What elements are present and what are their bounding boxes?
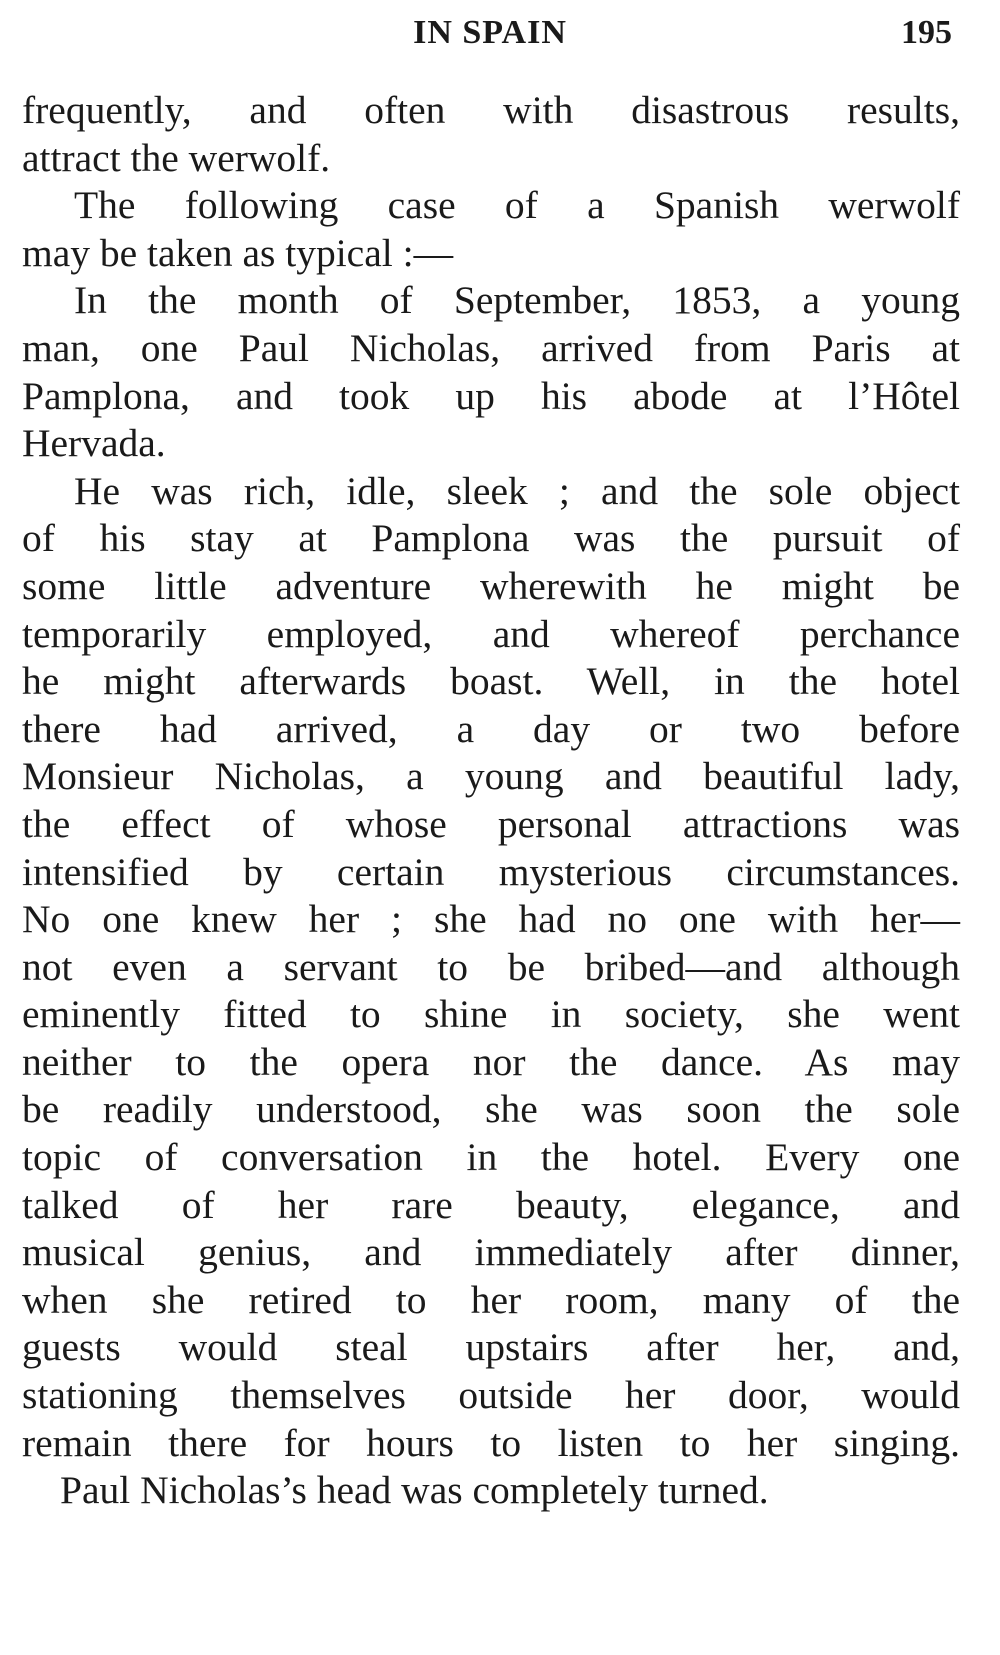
running-title: IN SPAIN — [413, 14, 567, 51]
text-line: temporarily employed, and whereof perchance — [22, 611, 960, 656]
running-head — [20, 14, 960, 64]
text-line: Pamplona, and took up his abode at l’Hôtel — [22, 373, 960, 418]
text-line: intensified by certain mysterious circumstances. — [22, 849, 960, 894]
text-line: Hervada. — [22, 421, 166, 466]
text-line: man, one Paul Nicholas, arrived from Paris at — [22, 325, 960, 370]
text-line: neither to the opera nor the dance. As may — [22, 1039, 960, 1084]
paragraph-continued — [22, 87, 960, 182]
text-line: He was rich, idle, sleek ; and the sole object — [74, 468, 960, 513]
text-line: he might afterwards boast. Well, in the hotel — [22, 659, 960, 704]
text-line: Monsieur Nicholas, a young and beautiful lady, — [22, 754, 960, 799]
text-line: there had arrived, a day or two before — [22, 706, 960, 751]
text-line: In the month of September, 1853, a young — [74, 278, 960, 323]
text-line: the effect of whose personal attractions was — [22, 801, 960, 846]
text-line: eminently fitted to shine in society, she went — [22, 992, 960, 1037]
paragraph-main — [22, 468, 960, 1467]
text-line: guests would steal upstairs after her, and, — [22, 1325, 960, 1370]
paragraph-continues — [22, 1467, 960, 1515]
text-line: talked of her rare beauty, elegance, and — [22, 1182, 960, 1227]
text-line: may be taken as typical :— — [22, 230, 454, 275]
paragraph-case-intro — [22, 182, 960, 277]
text-line: frequently, and often with disastrous results, — [22, 88, 960, 132]
text-line: musical genius, and immediately after dinner, — [22, 1230, 960, 1275]
text-line: remain there for hours to listen to her singing. — [22, 1420, 960, 1465]
text-line: No one knew her ; she had no one with her— — [22, 897, 960, 942]
paragraph-arrival — [22, 277, 960, 467]
text-line: The following case of a Spanish werwolf — [74, 183, 960, 228]
text-line: stationing themselves outside her door, would — [22, 1373, 960, 1418]
text-line: some little adventure wherewith he might be — [22, 563, 960, 608]
text-line: be readily understood, she was soon the sole — [22, 1087, 960, 1132]
text-line: when she retired to her room, many of the — [22, 1277, 960, 1322]
text-line: attract the werwolf. — [22, 135, 331, 180]
text-line: topic of conversation in the hotel. Every one — [22, 1135, 960, 1180]
text-line: of his stay at Pamplona was the pursuit of — [22, 516, 960, 561]
page-number: 195 — [901, 14, 952, 51]
text-line: not even a servant to be bribed—and although — [22, 944, 960, 989]
text-line: Paul Nicholas’s head was completely turned. — [60, 1468, 769, 1513]
body-text — [22, 87, 960, 1515]
